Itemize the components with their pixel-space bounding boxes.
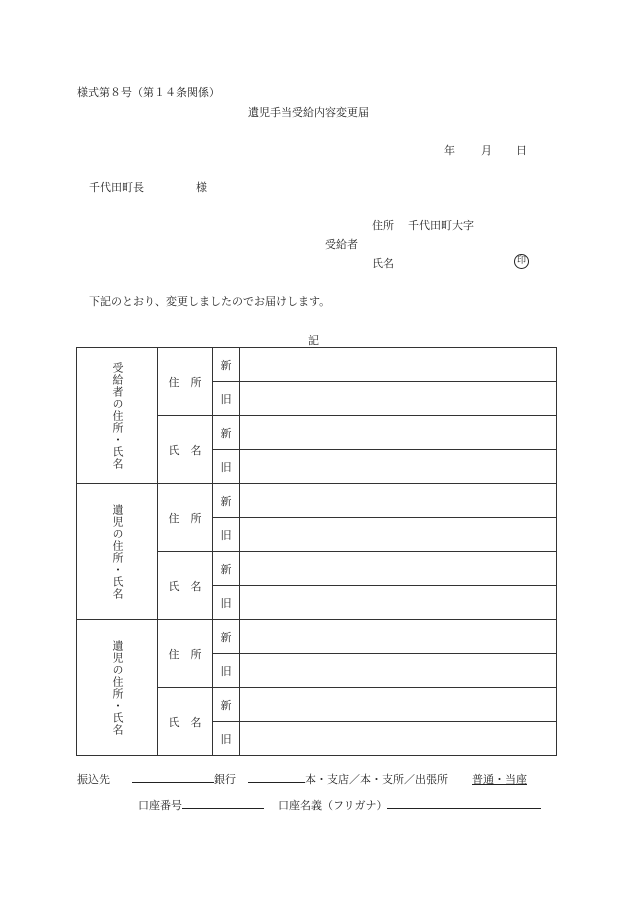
group-label: 遺児の住所・氏名	[111, 503, 124, 600]
input-cell[interactable]	[240, 484, 557, 518]
seal-mark: 印	[514, 254, 529, 269]
account-number-label: 口座番号	[138, 799, 182, 812]
bank-label: 振込先	[77, 773, 110, 786]
new-label: 新	[213, 416, 240, 450]
group-label-cell	[77, 348, 158, 484]
group-label: 受給者の住所・氏名	[111, 361, 124, 470]
document-title: 遺児手当受給内容変更届	[248, 106, 369, 119]
old-label: 旧	[213, 450, 240, 484]
input-cell[interactable]	[240, 620, 557, 654]
field-address-label: 住 所	[158, 484, 213, 552]
group-label-cell	[77, 620, 158, 756]
group-label-cell	[77, 484, 158, 620]
new-label: 新	[213, 348, 240, 382]
old-label: 旧	[213, 586, 240, 620]
applicant-address-label: 住所	[372, 219, 394, 232]
field-address-label: 住 所	[158, 620, 213, 688]
date-month-label: 月	[481, 144, 492, 157]
bank-name-field[interactable]	[132, 771, 214, 783]
input-cell[interactable]	[240, 654, 557, 688]
field-address-label: 住 所	[158, 348, 213, 416]
table-row	[77, 620, 557, 654]
new-label: 新	[213, 620, 240, 654]
old-label: 旧	[213, 518, 240, 552]
input-cell[interactable]	[240, 688, 557, 722]
account-holder-label: 口座名義（フリガナ）	[278, 799, 388, 812]
account-number-field[interactable]	[182, 797, 264, 809]
new-label: 新	[213, 688, 240, 722]
account-holder-field[interactable]	[387, 797, 541, 809]
applicant-role-label: 受給者	[325, 238, 358, 251]
applicant-address-value: 千代田町大字	[408, 219, 474, 232]
new-label: 新	[213, 552, 240, 586]
account-type-options[interactable]: 普通・当座	[472, 773, 527, 786]
addressee: 千代田町長	[89, 181, 144, 194]
input-cell[interactable]	[240, 722, 557, 756]
input-cell[interactable]	[240, 450, 557, 484]
intro-text: 下記のとおり、変更しましたのでお届けします。	[89, 295, 331, 308]
date-year-label: 年	[444, 144, 455, 157]
bank-row	[77, 771, 527, 787]
input-cell[interactable]	[240, 382, 557, 416]
new-label: 新	[213, 484, 240, 518]
table-row	[77, 348, 557, 382]
account-row	[138, 797, 541, 813]
old-label: 旧	[213, 382, 240, 416]
form-number: 様式第８号（第１４条関係）	[77, 86, 220, 99]
ki-heading: 記	[308, 334, 319, 347]
field-name-label: 氏 名	[158, 552, 213, 620]
input-cell[interactable]	[240, 518, 557, 552]
old-label: 旧	[213, 722, 240, 756]
addressee-suffix: 様	[196, 181, 207, 194]
bank-suffix: 銀行	[214, 773, 236, 786]
branch-name-field[interactable]	[248, 771, 305, 783]
group-label: 遺児の住所・氏名	[111, 639, 124, 736]
old-label: 旧	[213, 654, 240, 688]
input-cell[interactable]	[240, 552, 557, 586]
change-table	[76, 347, 557, 756]
applicant-name-label: 氏名	[372, 257, 394, 270]
field-name-label: 氏 名	[158, 416, 213, 484]
branch-options: 本・支店／本・支所／出張所	[305, 773, 448, 786]
input-cell[interactable]	[240, 348, 557, 382]
input-cell[interactable]	[240, 416, 557, 450]
field-name-label: 氏 名	[158, 688, 213, 756]
input-cell[interactable]	[240, 586, 557, 620]
date-day-label: 日	[516, 144, 527, 157]
table-row	[77, 484, 557, 518]
